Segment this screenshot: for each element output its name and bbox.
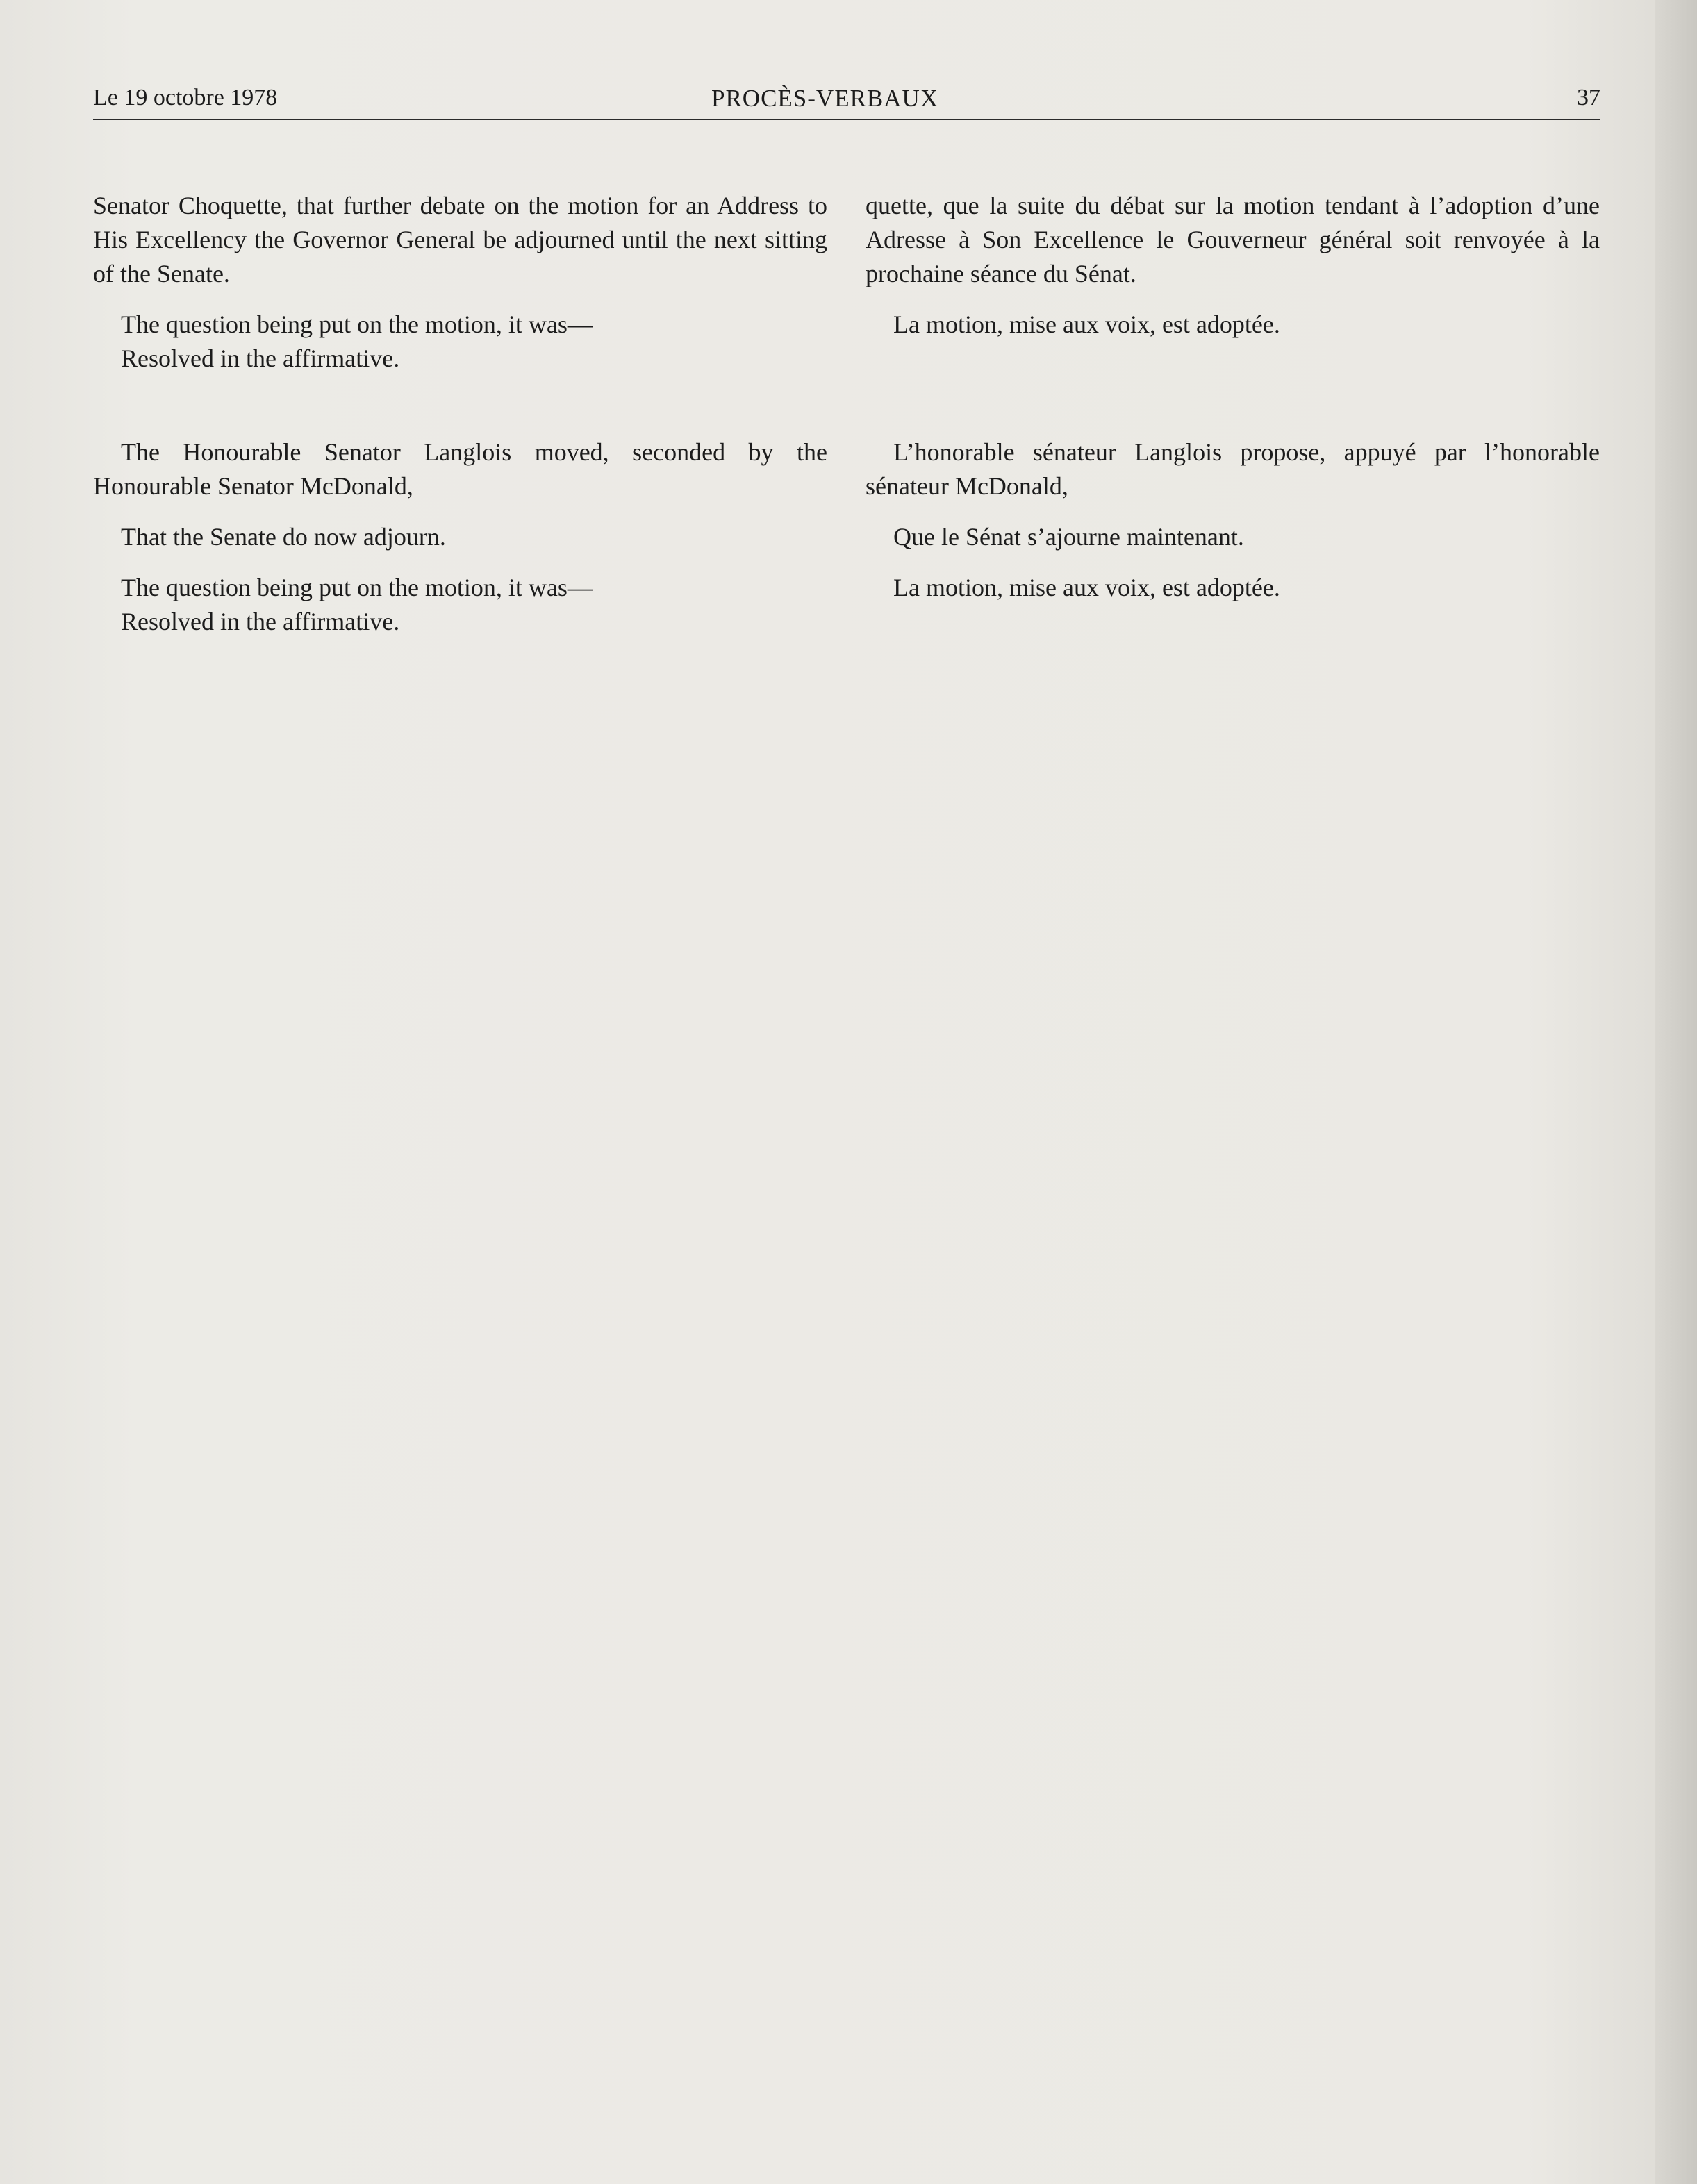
page-edge <box>1655 0 1697 2184</box>
french-adopted-line-2: La motion, mise aux voix, est adoptée. <box>893 574 1280 601</box>
french-adjourn-line: Que le Sénat s’ajourne maintenant. <box>893 523 1244 551</box>
french-adopted-line: La motion, mise aux voix, est adoptée. <box>893 310 1280 338</box>
english-resolved-line-2: Resolved in the affirmative. <box>121 608 400 635</box>
english-question-line-2: The question being put on the motion, it was— <box>121 574 593 601</box>
french-paragraph-1: quette, que la suite du débat sur la motion tendant à l’adoption d’une Adresse à Son Excellence le Gouverneur général soit renvoyée à la prochaine séance du Sénat. <box>866 192 1600 287</box>
header-title: PROCÈS-VERBAUX <box>711 85 939 112</box>
english-column <box>93 189 827 639</box>
french-column <box>866 189 1600 605</box>
page-number: 37 <box>1577 85 1600 110</box>
header-rule <box>93 119 1600 120</box>
header-date: Le 19 octobre 1978 <box>93 85 278 110</box>
english-resolved-line: Resolved in the affirmative. <box>121 344 400 372</box>
english-motion-paragraph: The Honourable Senator Langlois moved, seconded by the Honourable Senator McDonald, <box>93 438 827 500</box>
english-paragraph-1: Senator Choquette, that further debate on the motion for an Address to His Excellency the Governor General be adjourned until the next sitting of the Senate. <box>93 192 827 287</box>
running-head <box>93 82 1600 121</box>
french-motion-paragraph: L’honorable sénateur Langlois propose, appuyé par l’honorable sénateur McDonald, <box>866 438 1600 500</box>
english-adjourn-line: That the Senate do now adjourn. <box>121 523 446 551</box>
english-question-line: The question being put on the motion, it was— <box>121 310 593 338</box>
